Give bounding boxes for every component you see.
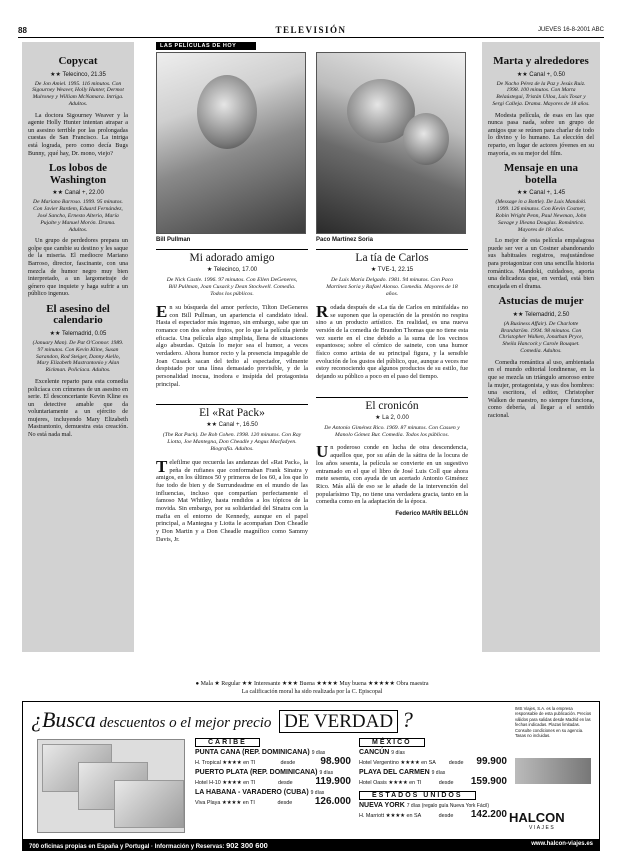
film-title: El asesino del calendario [46,302,110,327]
film-review: Modesta película, de esas en las que nunca pasa nada, sobre un grupo de amigos que se reúnen para charlar de todo lo divino y lo humano. La elección del reparto, en lugar de actores jóvenes en su mayoría, es su mejor del film. [488,111,594,157]
duration: 7 días (regalo guía Nueva York Fácil) [406,803,490,809]
logo-text: HALCON [509,810,565,825]
film-review [156,301,308,388]
duration: 9 días [310,790,325,796]
headline-de-verdad: DE VERDAD [279,710,398,733]
review-los-lobos [28,163,128,298]
film-credits: De Nick Castle. 1996. 97 minutos. Con Ellen DeGeneres, Bill Pullman, Joan Cusack y Dean Stockwell. Comedia. Todos los públicos. [166,277,298,297]
destination [195,749,351,756]
center-column-2 [316,42,468,517]
film-credits: De Nacho Pérez de la Paz y Jesús Ruiz. 1998. 100 minutos. Con Marta Belaústegui, Tristán Ulloa, Luis Tosar y Sergi Calleja. Drama. Mayores de 18 años. [492,80,590,107]
price: 99.900 [476,756,507,767]
film-credits: (Message in a Bottle). De Luis Mandoki. 1999. 126 minutos. Con Kevin Costner, Robin Wright Penn, Paul Newman, John Savage y Illeana Douglas. Romántica. Mayores de 18 años. [495,199,587,233]
hotel: Hotel Vergentino ★★★★ en SA [359,760,436,766]
film-channel: ★★ Telemadrid, 2.50 [512,311,570,318]
review-text: odada después de «La tía de Carlos en minifalda» no se suponen que la operación de la presión no respira sino a un producto artístico. En realidad, es una nueva versión de la comedia de Brandon Thomas que no tiene esta vez suerte en el cine debido a la suma de los vecinos espantosos; sobre el cómico de sainete, con una humor físico como artista de su principal figura, y la sensible evolución de los gustos del público, que, aunque a veces me estoy reconociendo que algunos productos de su estilo, fue dejando su público a poco en el paso del tiempo. [316,303,468,380]
offer [195,769,351,787]
film-channel: ★★ Telecinco, 21.35 [50,71,106,78]
film-channel: ★★ Canal +, 16.50 [206,422,258,429]
from-label: desde [277,800,293,806]
drop-cap: T [156,457,168,477]
hotel: H. Tropical ★★★★ en TI [195,760,256,766]
offer [195,789,351,807]
hotel: Hotel Oasis ★★★★ en TI [359,780,422,786]
footer-info [29,841,268,848]
film-channel: ★★ Canal +, 0.50 [516,71,566,78]
destination-name: NUEVA YORK [359,802,405,809]
portrait-figure [197,75,257,149]
center-column-1 [156,42,308,544]
photo-paco-martinez-soria [316,52,466,234]
offer [359,749,507,767]
rating-legend [156,681,468,697]
offer-row [359,776,507,787]
film-channel: ★★ Canal +, 22.00 [52,190,104,197]
film-title: Marta y alrededores [493,55,589,67]
film-channel: ★★ Telemadrid, 0.05 [49,330,107,337]
film-review [316,444,468,505]
drop-cap: R [316,301,329,321]
footer-text: 700 oficinas propias en España y Portugal · Información y Reservas: [29,844,225,850]
review-text: elefilme que recuerda las andanzas del «Rat Pack», la peña de rufianes que conformaban Frank Sinatra y amigos, en los últimos 50 y primeros de los 60, a los que lo fue todo de bien y de Surrundeadme en el mundo de las influencias, incluso que compartían perfectamente el famoso Mat Whitley, hasta rendidos a los tópicos de la movida. Sin embargo, por su solidaridad del Sinatra con la mafia en el entorno de Kennedy, aunque en el papel principal, a Mantegna y Liotta le acompañan Don Cheadle y Don Martin y a Don Cheadle magnífico como Sammy Davis, Jr. [156,459,308,543]
ad-fine-print: IMS Viajes, S.A. es la empresa responsable de esta publicación. Precios válidos para salidas desde Madrid en las fechas indicadas. Plazas limitadas. Consulte condiciones en su agencia. Tasas no incluidas. [515,706,592,739]
footer-web: www.halcon-viajes.es [531,841,593,847]
film-title: La tía de Carlos [316,249,468,264]
destination-name: LA HABANA - VARADERO (CUBA) [195,789,309,796]
film-channel: ★ La 2, 0.00 [375,414,409,421]
portrait-figure [403,113,449,165]
destination-name: PUNTA CANA (REP. DOMINICANA) [195,749,310,756]
region-label: ESTADOS UNIDOS [359,791,476,800]
film-review: Un grupo de perdedores prepara un golpe que cambie su destino y les saque de la miseria. El mediocre Mariano Barroso, director, fascinante, con una mezcla de humor negro muy bien interpretado, a un largometraje de género que inquiete y haga sufrir a un público ingenuo. [28,237,128,298]
destination [359,769,507,776]
film-review: Excelente reparto para esta comedia policíaca con crímenes de un asesino en serie. El desconcertante Kevin Kline es un detective amable que da voluntariamente a un ejército de mujeres, incluyendo Mary Elizabeth Mastrantonio, demuestra esta creación. No está nada mal. [28,377,128,438]
film-credits: De Antonio Giménez Rico. 1969. 87 minutos. Con Cassen y Manolo Gómez Bur. Comedia. Todos los públicos. [324,424,460,438]
section-title: TELEVISIÓN [275,25,347,35]
destination [195,789,351,796]
headline-middle: descuentos o el mejor precio [99,715,272,731]
from-label: desde [280,760,296,766]
film-title: Mi adorado amigo [156,249,308,264]
region-label: CARIBE [195,738,260,747]
review-marta-y-alrededores [488,56,594,157]
hotel: Viva Playa ★★★★ en TI [195,800,255,806]
halcon-logo [509,810,565,831]
review-astucias-de-mujer [488,296,594,419]
film-credits: De Luis María Delgado. 1981. 94 minutos. Con Paco Martínez Soria y Rafael Alonso. Comedia. Mayores de 18 años. [326,277,458,297]
duration: 9 días [319,770,334,776]
from-label: desde [277,780,293,786]
ad-footer [23,839,599,850]
review-mensaje-en-una-botella [488,163,594,290]
price: 126.000 [314,796,351,807]
review-rat-pack [156,404,308,543]
film-credits: De Mariano Barroso. 1999. 95 minutos. Con Javier Bardem, Eduard Fernández, José Sancho, Ernesto Alterio, María Pujalte y Manuel Morón. Drama. Adultos. [33,199,123,233]
film-credits: (A Business Affair). De Charlotte Brandström. 1994. 98 minutos. Con Christopher Walken, Jonathan Pryce, Sheila Hancock y Carole Bouquet. Comedia. Adultos. [498,320,584,355]
destination [359,802,507,809]
offer-row [195,776,351,787]
from-label: desde [438,813,454,819]
from-label: desde [438,780,454,786]
price: 159.900 [470,776,507,787]
brochure-page [114,780,184,828]
duration: 9 días [311,750,326,756]
issue-date: JUEVES 16-8-2001 ABC [537,27,604,33]
film-title: Astucias de mujer [498,295,584,308]
logo-subtext: VIAJES [529,825,556,831]
review-mi-adorado-amigo [156,249,308,388]
destination [359,749,507,756]
duration: 9 días [391,750,405,756]
film-credits: (The Rat Pack). De Rob Cohen. 1998. 120 minutos. Con Ray Liotta, Joe Mantegna, Don Cheadle y Angus Macfadyen. Biografía. Adultos. [162,432,302,453]
review-text: n poderoso conde en lucha de otra descendencia, aquellos que, por su afán de la sátira de la locura de los años sesenta, la película se convierte en un sugestivo entramado en el que el libro de José Luis Coll que ahora mete sesenta, con ayuda de un acertado Antonio Giménez Rico. Más allá de eso se le añade de la intervención del popularísimo Tip, no tiene una verdadera gracia, tanto en la comedia como en la adaptación de la época. [316,444,468,506]
film-credits: (January Man). De Pat O'Connor. 1989. 97 minutos. Con Kevin Kline, Susan Sarandon, Rod Steiger, Danny Aiello, Mary Elizabeth Mastrantonio y Alan Rickman. Policíaca. Adultos. [32,339,124,374]
film-channel: ★ Telecinco, 17.00 [206,267,258,273]
offers-mexico [359,738,507,822]
film-review [316,301,468,381]
destination-name: CANCÚN [359,749,390,756]
price: 119.900 [315,776,351,787]
section-tag: LAS PELÍCULAS DE HOY [156,42,256,50]
destination [195,769,351,776]
offer-row [359,756,507,767]
region-label: MÉXICO [359,738,425,747]
film-channel: ★ TVE-1, 22.15 [370,267,414,273]
offer-row [195,796,351,807]
footer-phone: 902 300 600 [226,841,268,850]
film-title: Los lobos de Washington [48,162,108,186]
review-copycat [28,56,128,157]
price: 142.200 [470,809,507,820]
hotel: Hotel H-10 ★★★★ en TI [195,780,256,786]
duration: 9 días [431,770,446,776]
drop-cap: E [156,301,168,321]
film-title: Mensaje en una botella [504,162,578,186]
page-header [18,24,604,38]
headline-question: ? [401,707,413,732]
drop-cap: U [316,442,329,462]
from-label: desde [448,760,464,766]
review-la-tia-de-carlos [316,249,468,381]
film-credits: De Jon Amiel. 1995. 116 minutos. Con Sigourney Weaver, Holly Hunter, Dermot Mulroney y William McNamara. Intriga. Adultos. [32,80,124,107]
left-sidebar [22,42,134,652]
offer-row [195,756,351,767]
destination-name: PUERTO PLATA (REP. DOMINICANA) [195,769,318,776]
film-review: La doctora Sigourney Weaver y la agente Holly Hunter intentan atrapar a un asesino terrible por las prolongadas cuestas de San Francisco. La intriga está lograda, pero como decía Bugs Bunny, ¡qué hay, Dr. mono, viejo? [28,111,128,157]
right-sidebar [482,42,600,652]
photo-bill-pullman [156,52,306,234]
film-channel: ★★ Canal +, 1.45 [516,190,566,197]
travel-advertisement [22,701,600,851]
film-title: El cronicón [316,397,468,412]
offer [359,802,507,820]
headline-busca: ¿Busca [31,707,96,732]
film-review: Lo mejor de esta película empalagosa puede ser ver a un Costner abandonando sus habituales registros, reajustándose para protagonizar con una sencilla historia romántica. Mandoki, cuidadoso, aporta una delicadeza que, en verdad, está bien encajada en el drama. [488,237,594,290]
film-title: El «Rat Pack» [156,404,308,419]
film-title: Copycat [58,55,98,67]
film-review: Comedia romántica al uso, ambientada en el mundo editorial londinense, en la que se mezcla un triángulo amoroso entre la mujer, protagonista, y sus dos hombres: una escritora, el editor, Christopher Walken de maestro, no siempre funciona, como debería, al llegar a el sentido racional. [488,358,594,419]
destination-name: PLAYA DEL CARMEN [359,769,430,776]
legend-note: La calificación moral ha sido realizada por la C. Episcopal [241,688,383,695]
promo-image [515,758,591,784]
author-signature: Federico MARÍN BELLÓN [395,510,468,517]
photo-caption: Paco Martínez Soria [316,237,374,243]
price: 98.900 [320,756,351,767]
legend-scale: ● Mala ★ Regular ★★ Interesante ★★★ Buena ★★★★ Muy buena ★★★★★ Obra maestra [195,681,429,687]
offers-caribe [195,738,351,809]
review-asesino-calendario [28,304,128,439]
offer [359,769,507,787]
film-review [156,459,308,543]
offer-row [359,809,507,820]
brochure-image [37,739,185,833]
photo-caption: Bill Pullman [156,237,191,243]
offer [195,749,351,767]
hotel: H. Marriott ★★★★ en SA [359,813,422,819]
review-el-cronicon [316,397,468,517]
ad-headline [31,707,511,733]
review-text: n su búsqueda del amor perfecto, Tilton DeGeneres con Bill Pullman, un apariencia el candidato ideal. Hasta el espectador más ingenuo, sin embargo, sabe que un romance con dos sobre frutos, por lo que la película pierde eficacia. Una película algo simplista, llena de situaciones algo absurdas. Quizás lo mejor sea el humor, a veces verdadero. Ahora humor recto y la presencia impagable de Joan Cusack sacan del tedio al espectador, vilmente despistado por una línea demasiado previsible, y de la personalidad inocua, inodora e insípida del protagonista principal. [156,303,308,388]
page-number: 88 [18,26,27,35]
